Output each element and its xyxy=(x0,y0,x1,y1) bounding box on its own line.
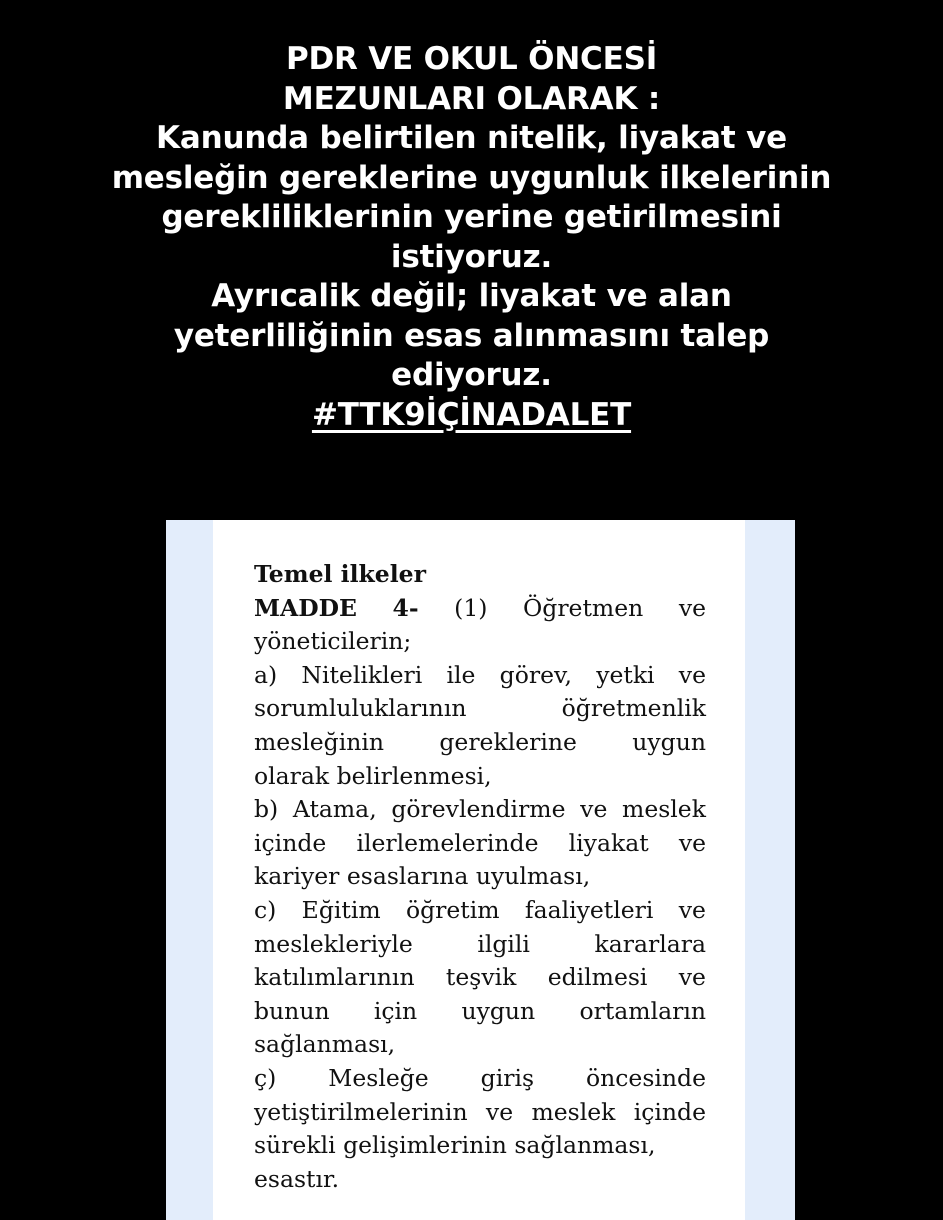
hashtag-line xyxy=(0,396,943,436)
document-line: kariyer esaslarına uyulması, xyxy=(254,862,591,891)
document-word: bunun xyxy=(254,996,330,1025)
document-line: yöneticilerin; xyxy=(254,627,412,656)
headline-line: MEZUNLARI OLARAK : xyxy=(282,80,661,117)
document-word: ve xyxy=(678,660,706,689)
document-word: edilmesi xyxy=(547,963,648,992)
document-word: (1) xyxy=(454,593,488,622)
document-word: liyakat xyxy=(568,828,649,857)
document-word: MADDE xyxy=(254,593,357,622)
document-line xyxy=(254,961,706,995)
document-word: ve xyxy=(485,1097,514,1126)
document-word: Mesleğe xyxy=(328,1063,429,1092)
document-word: içinde xyxy=(633,1097,706,1126)
document-line xyxy=(254,995,706,1029)
document-word: ve xyxy=(580,795,608,824)
headline-line: Kanunda belirtilen nitelik, liyakat ve xyxy=(156,120,787,156)
document-word: giriş xyxy=(480,1063,535,1092)
document-word: b) xyxy=(254,795,279,824)
headline-line: ediyoruz. xyxy=(391,357,552,393)
document-word: görevlendirme xyxy=(391,795,566,824)
document-word: a) xyxy=(254,660,278,689)
document-screenshot xyxy=(166,520,795,1220)
document-word: Öğretmen xyxy=(523,593,644,622)
document-word: c) xyxy=(254,895,277,924)
document-line xyxy=(254,894,706,928)
document-word: kararlara xyxy=(594,929,706,958)
document-word: ve xyxy=(678,593,706,622)
headline-line: istiyoruz. xyxy=(390,238,553,275)
document-word: sorumluluklarının xyxy=(254,694,467,723)
document-word: ilerlemelerinde xyxy=(356,828,539,857)
document-word: mesleğinin xyxy=(254,727,385,756)
document-line: esastır. xyxy=(254,1164,340,1193)
document-line xyxy=(254,1096,706,1130)
document-word: gereklerine xyxy=(439,727,577,756)
document-word: ve xyxy=(678,828,706,857)
document-word: yetki xyxy=(596,660,655,689)
document-word: öğretim xyxy=(405,895,500,924)
headline-line: gerekliliklerinin yerine getirilmesini xyxy=(161,199,782,235)
document-word: öncesinde xyxy=(585,1063,706,1092)
document-line xyxy=(254,928,706,962)
document-word: ortamların xyxy=(579,996,706,1025)
document-word: öğretmenlik xyxy=(561,694,706,723)
document-word: ve xyxy=(678,963,706,992)
document-word: yetiştirilmelerinin xyxy=(254,1097,468,1126)
document-word: uygun xyxy=(632,727,706,756)
document-word: ve xyxy=(678,895,706,924)
document-line xyxy=(254,793,706,827)
document-word: meslekleriyle xyxy=(254,929,413,958)
document-line: sürekli gelişimlerinin sağlanması, xyxy=(254,1131,656,1160)
document-line xyxy=(254,1062,706,1096)
headline-line: yeterliliğinin esas alınmasını talep xyxy=(173,317,770,354)
document-heading: Temel ilkeler xyxy=(254,560,427,588)
document-word: Atama, xyxy=(292,795,377,824)
document-line xyxy=(254,592,706,626)
document-line xyxy=(254,692,706,726)
document-word: faaliyetleri xyxy=(524,895,654,924)
document-word: Nitelikleri xyxy=(301,660,423,689)
document-word: meslek xyxy=(531,1097,616,1126)
headline-line: PDR VE OKUL ÖNCESİ xyxy=(285,41,658,77)
headline-line: mesleğin gereklerine uygunluk ilkelerinin xyxy=(111,159,832,196)
document-word: için xyxy=(373,996,418,1025)
document-word: ile xyxy=(446,660,476,689)
document-word: uygun xyxy=(461,996,536,1025)
document-word: içinde xyxy=(254,828,327,857)
hashtag-link[interactable]: #TTK9İÇİNADALET xyxy=(311,396,632,433)
document-line xyxy=(254,827,706,861)
document-word: Eğitim xyxy=(301,895,381,924)
document-word: görev, xyxy=(499,660,572,689)
document-word: ilgili xyxy=(477,929,530,958)
document-text xyxy=(254,558,706,1196)
document-word: meslek xyxy=(622,795,706,824)
document-page xyxy=(213,520,745,1220)
document-line xyxy=(254,726,706,760)
document-word: katılımlarının xyxy=(254,963,415,992)
headline-block xyxy=(0,40,943,435)
document-line: sağlanması, xyxy=(254,1030,396,1059)
document-word: 4- xyxy=(392,593,419,622)
document-line xyxy=(254,659,706,693)
document-word: ç) xyxy=(254,1063,277,1092)
headline-line: Ayrıcalik değil; liyakat ve alan xyxy=(211,278,732,314)
document-word: teşvik xyxy=(445,963,517,992)
document-line: olarak belirlenmesi, xyxy=(254,761,492,790)
